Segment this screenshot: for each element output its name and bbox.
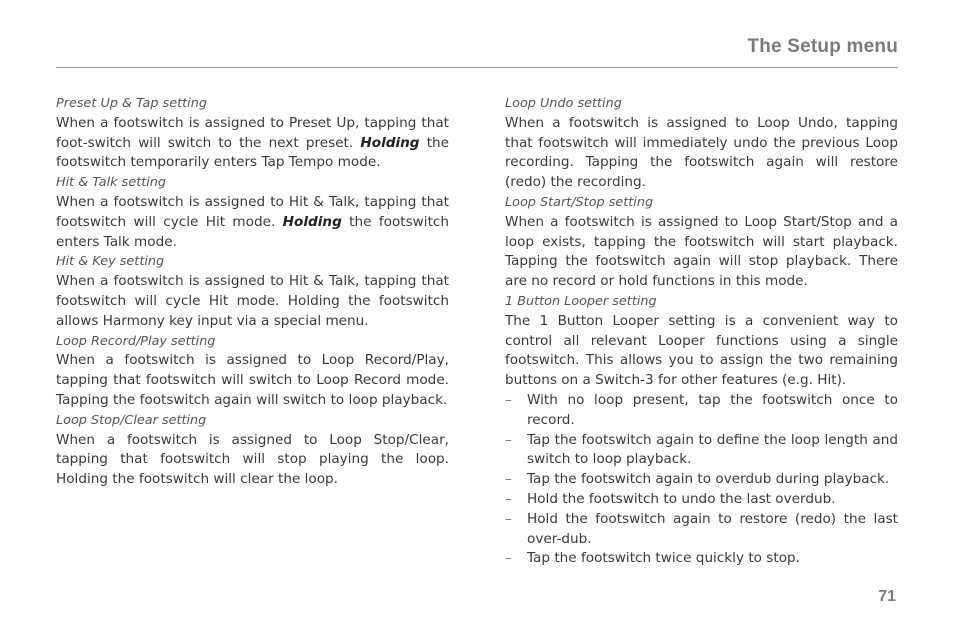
- section-title: Loop Record/Play setting: [56, 333, 216, 349]
- list-item: [505, 431, 898, 471]
- section-text: The 1 Button Looper setting is a convenient way to control all relevant Looper functions using a single footswitch. This allows you to assign the two remaining buttons on a Switch-3 for other features (e.g. Hit).: [505, 312, 898, 389]
- section-title: 1 Button Looper setting: [505, 293, 657, 309]
- hit-key-section: [56, 252, 449, 331]
- emphasis: Holding: [360, 134, 420, 151]
- preset-up-section: [56, 94, 449, 173]
- one-button-looper-section: [505, 292, 898, 569]
- emphasis: Holding: [282, 213, 342, 230]
- dash-bullet: –: [505, 471, 512, 488]
- list-item: [505, 549, 898, 569]
- header-rule: [56, 67, 898, 68]
- section-title: Loop Stop/Clear setting: [56, 412, 207, 428]
- section-title: Hit & Key setting: [56, 254, 165, 270]
- dash-bullet: –: [505, 550, 512, 567]
- section-title: Loop Start/Stop setting: [505, 194, 654, 210]
- text-part: When a footswitch is assigned to Preset Up, tapping that foot-switch will switch to the next preset.: [56, 114, 449, 151]
- loop-undo-section: [505, 94, 898, 193]
- text-part: the footswitch enters Talk mode.: [56, 213, 449, 250]
- dash-bullet: –: [505, 431, 512, 448]
- section-text: When a footswitch is assigned to Loop Stop/Clear, tapping that footswitch will stop playing the loop. Holding the footswitch will clear the loop.: [56, 431, 449, 488]
- section-title: Loop Undo setting: [505, 96, 622, 111]
- loop-stop-section: [56, 411, 449, 490]
- dash-bullet: –: [505, 391, 512, 408]
- loop-start-section: [505, 193, 898, 292]
- page-number: 71: [878, 588, 896, 605]
- section-text: When a footswitch is assigned to Loop Undo, tapping that footswitch will immediately undo the previous Loop recording. Tapping the footswitch again will restore (redo) the recording.: [505, 114, 898, 191]
- list-item: [505, 510, 898, 550]
- dash-bullet: –: [505, 510, 512, 527]
- looper-steps-list: [505, 391, 898, 569]
- list-item-text: Tap the footswitch twice quickly to stop.: [527, 550, 800, 567]
- text-part: When a footswitch is assigned to Hit & Talk, tapping that footswitch will cycle Hit mode.: [56, 193, 449, 230]
- section-text: When a footswitch is assigned to Loop Record/Play, tapping that footswitch will switch to Loop Record mode. Tapping the footswitch again will switch to loop playback.: [56, 352, 449, 408]
- left-column: [56, 94, 449, 490]
- section-text: When a footswitch is assigned to Hit & Talk, tapping that footswitch will cycle Hit mode. Holding the footswitch allows Harmony key input via a special menu.: [56, 273, 449, 329]
- list-item: [505, 391, 898, 431]
- list-item-text: Tap the footswitch again to define the loop length and switch to loop playback.: [527, 431, 898, 468]
- list-item-text: Tap the footswitch again to overdub during playback.: [527, 471, 890, 488]
- section-text: [56, 193, 449, 252]
- right-column: [505, 94, 898, 569]
- list-item: [505, 470, 898, 490]
- list-item-text: Hold the footswitch again to restore (redo) the last over-dub.: [527, 510, 898, 547]
- list-item-text: Hold the footswitch to undo the last overdub.: [527, 490, 836, 507]
- section-title: Hit & Talk setting: [56, 175, 167, 191]
- section-title: Preset Up & Tap setting: [56, 96, 207, 111]
- section-text: When a footswitch is assigned to Loop Start/Stop and a loop exists, tapping the footswitch will start playback. Tapping the footswitch again will stop playback. There are no record or hold functions in this mode.: [505, 213, 898, 290]
- loop-record-section: [56, 332, 449, 411]
- list-item: [505, 490, 898, 510]
- section-text: [56, 114, 449, 173]
- text-part: the footswitch temporarily enters Tap Tempo mode.: [56, 134, 449, 171]
- list-item-text: With no loop present, tap the footswitch once to record.: [527, 391, 898, 428]
- dash-bullet: –: [505, 490, 512, 507]
- hit-talk-section: [56, 173, 449, 252]
- page-header-title: The Setup menu: [747, 36, 898, 57]
